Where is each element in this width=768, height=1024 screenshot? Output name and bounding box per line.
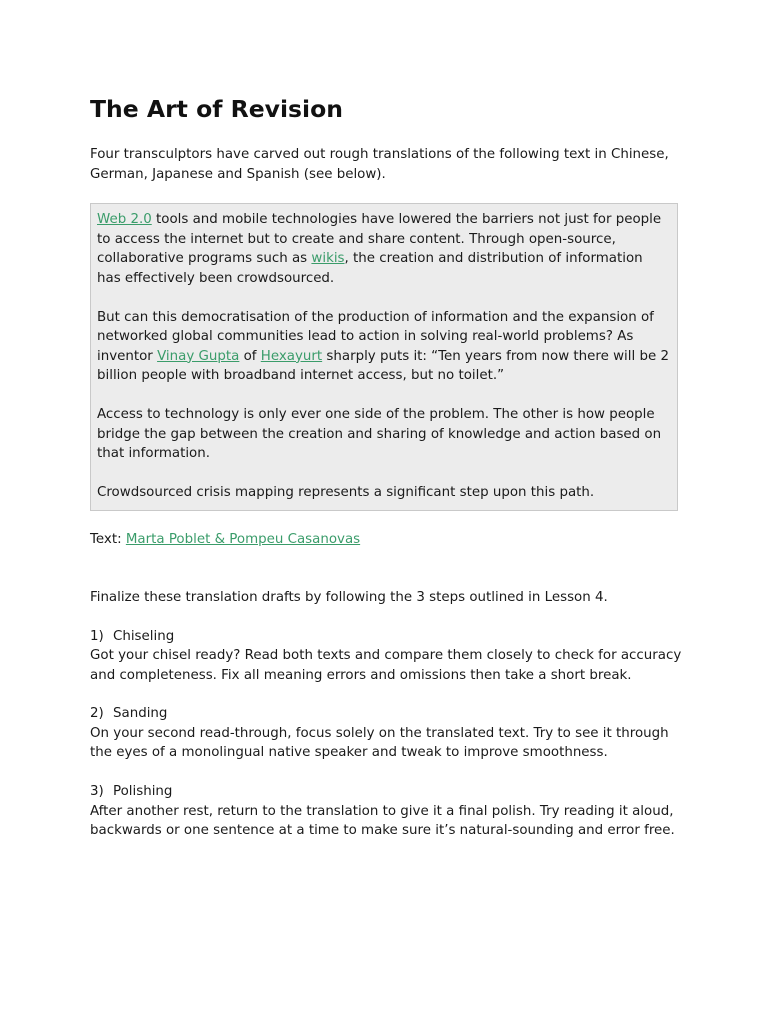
step-heading xyxy=(90,782,690,802)
step-body: After another rest, return to the translation to give it a final polish. Try reading it aloud, backwards or one sentence at a time to make sure it’s natural-sounding and error free. xyxy=(90,803,675,839)
credit-label: Text: xyxy=(90,532,126,548)
authors-link[interactable]: Marta Poblet & Pompeu Casanovas xyxy=(125,532,361,548)
source-p1-text-b: , the creation and distribution of information has effectively been crowdsourced. xyxy=(97,251,643,286)
step-number: 1) xyxy=(90,628,104,644)
document xyxy=(90,93,690,841)
text-credit xyxy=(90,530,690,550)
source-paragraph-3: Access to technology is only ever one side of the problem. The other is how people bridge the gap between the creation and sharing of knowledge and action based on that information. xyxy=(97,406,662,462)
wikis-link[interactable]: wikis xyxy=(311,251,345,267)
step-title: Sanding xyxy=(113,706,168,722)
source-p1-text-a: tools and mobile technologies have lowered the barriers not just for people to access the internet but to create and share content. Through open-source, collaborative programs such as xyxy=(97,212,662,267)
step-number: 3) xyxy=(90,784,104,800)
source-p2-text-a: But can this democratisation of the production of information and the expansion of networked global communities lead to action in solving real-world problems? As inventor xyxy=(97,309,654,364)
step-body: On your second read-through, focus solely on the translated text. Try to see it through the eyes of a monolingual native speaker and tweak to improve smoothness. xyxy=(90,725,669,761)
step-chiseling xyxy=(90,627,690,686)
source-p2-text-b: of xyxy=(239,348,261,364)
step-sanding xyxy=(90,704,690,763)
instruction-paragraph: Finalize these translation drafts by following the 3 steps outlined in Lesson 4. xyxy=(90,589,608,605)
page-title: The Art of Revision xyxy=(90,95,343,123)
vinay-gupta-link[interactable]: Vinay Gupta xyxy=(157,348,240,364)
step-heading xyxy=(90,704,690,724)
step-title: Chiseling xyxy=(113,628,175,644)
step-body: Got your chisel ready? Read both texts and compare them closely to check for accuracy and completeness. Fix all meaning errors and omissions then take a short break. xyxy=(90,648,682,683)
step-polishing xyxy=(90,782,690,841)
source-paragraph-4: Crowdsourced crisis mapping represents a significant step upon this path. xyxy=(97,484,595,500)
step-heading xyxy=(90,627,690,647)
source-paragraph-2 xyxy=(97,308,669,386)
source-p2-text-c: sharply puts it: “Ten years from now there will be 2 billion people with broadband internet access, but no toilet.” xyxy=(97,348,669,384)
source-paragraph-1 xyxy=(97,210,669,288)
step-title: Polishing xyxy=(113,784,173,800)
web-2-link[interactable]: Web 2.0 xyxy=(97,212,152,228)
hexayurt-link[interactable]: Hexayurt xyxy=(260,348,323,364)
step-number: 2) xyxy=(90,706,104,722)
source-text-box xyxy=(90,203,678,511)
intro-paragraph: Four transculptors have carved out rough translations of the following text in Chinese, German, Japanese and Spanish (see below). xyxy=(90,147,669,182)
